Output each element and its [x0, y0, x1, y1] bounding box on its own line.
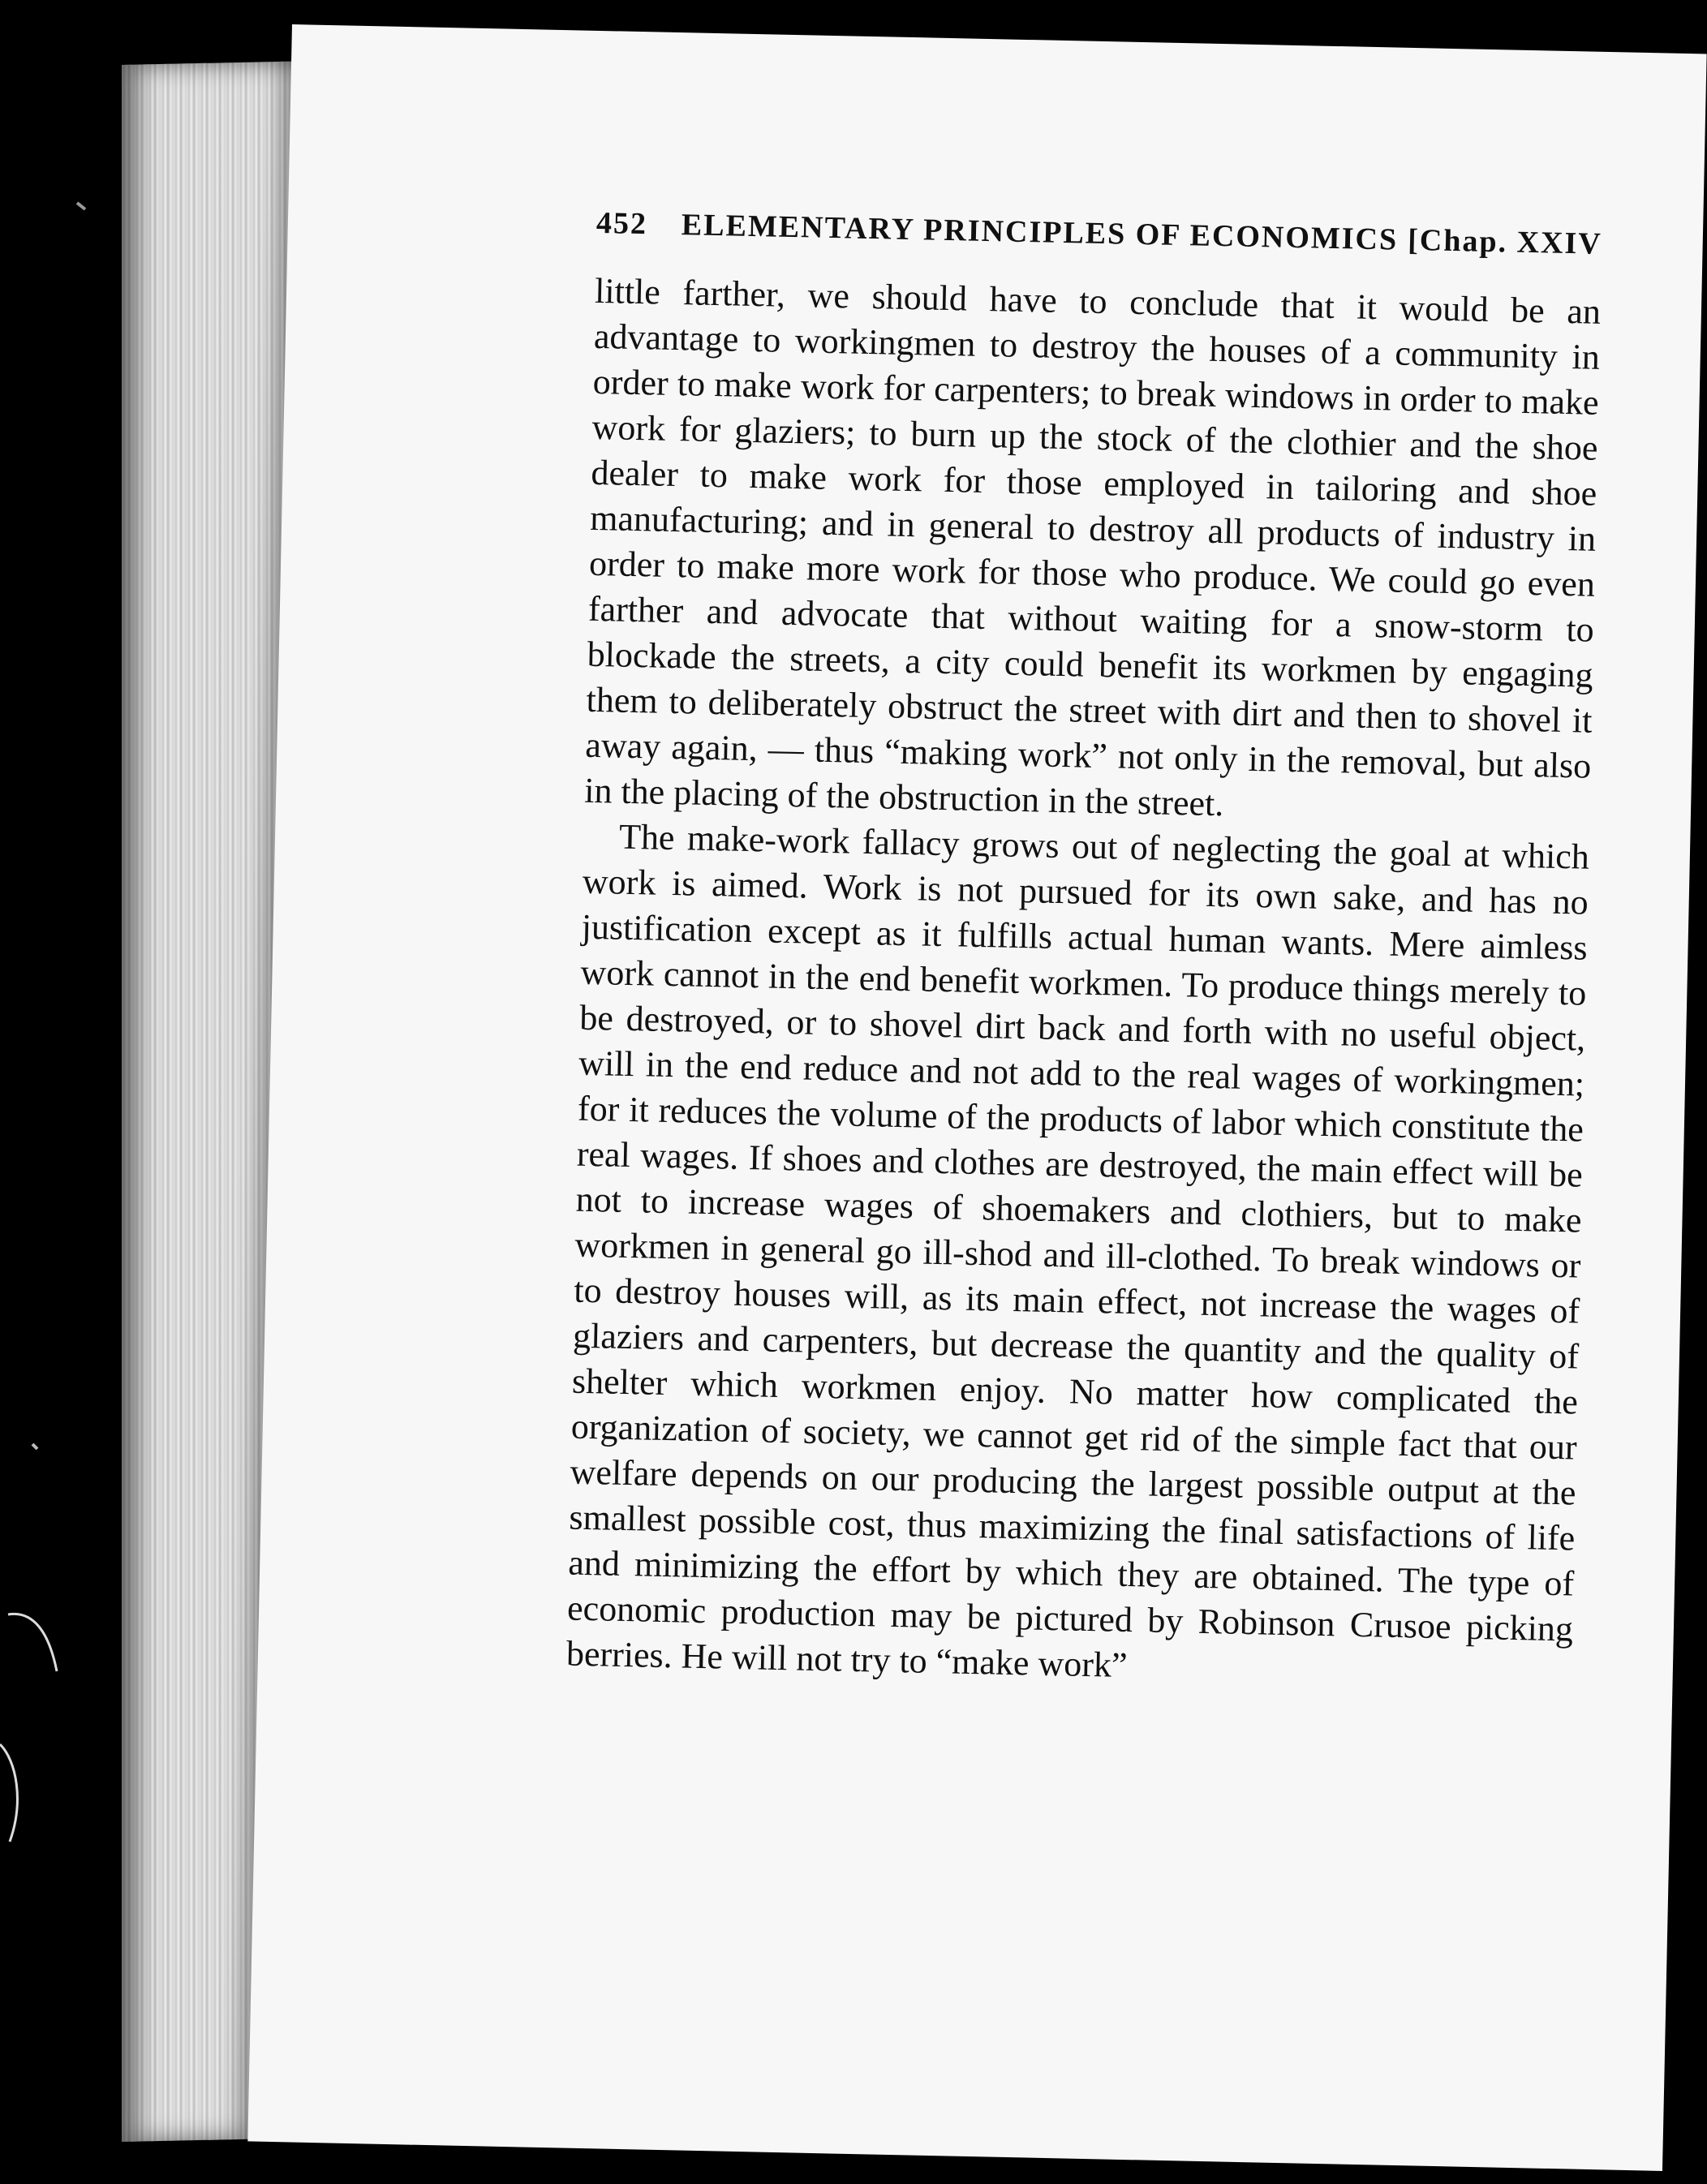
- book-page: [247, 24, 1706, 2171]
- running-header: [596, 205, 1602, 262]
- body-text: [565, 269, 1601, 1698]
- page-number: 452: [596, 205, 648, 242]
- paragraph: The make-work fallacy grows out of neglecting the goal at which work is aimed. Work is not pursued for its own sake, and has no justification except as it fulfills actual human wants. Mere aimless work cannot in the end benefit workmen. To produce things merely to be destroyed, or to shovel dirt back and forth with no useful object, will in the end reduce and not add to the real wages of workingmen; for it reduces the volume of the products of labor which constitute the real wages. If shoes and clothes are destroyed, the main effect will be not to increase wages of shoemakers and clothiers, but to make workmen in general go ill-shod and ill-clothed. To break windows or to destroy houses will, as its main effect, not increase the wages of glaziers and carpenters, but decrease the quantity and the quality of shelter which workmen enjoy. No matter how complicated the organization of society, we cannot get rid of the simple fact that our welfare depends on our producing the largest possible output at the smallest possible cost, thus maximizing the final satisfactions of life and minimizing the effort by which they are obtained. The type of economic production may be pictured by Robinson Crusoe picking berries. He will not try to “make work”: [565, 816, 1590, 1685]
- paragraph: little farther, we should have to conclude that it would be an advantage to workingmen to destroy the houses of a community in order to make work for carpenters; to break windows in order to make work for glaziers; to burn up the stock of the clothier and the shoe dealer to make work for those employed in tailoring and shoe manufacturing; and in general to destroy all products of industry in order to make more work for those who produce. We could go even farther and advocate that without waiting for a snow-storm to blockade the streets, a city could benefit its workmen by engaging them to deliberately obstruct the street with dirt and then to shovel it away again, — thus “making work” not only in the removal, but also in the placing of the obstruction in the street.: [583, 270, 1602, 824]
- chapter-label: [Chap. XXIV: [1407, 222, 1603, 261]
- running-title: ELEMENTARY PRINCIPLES OF ECONOMICS: [681, 208, 1399, 257]
- page-text-block: [565, 205, 1602, 1698]
- binding-shadow-marks: [0, 0, 114, 2184]
